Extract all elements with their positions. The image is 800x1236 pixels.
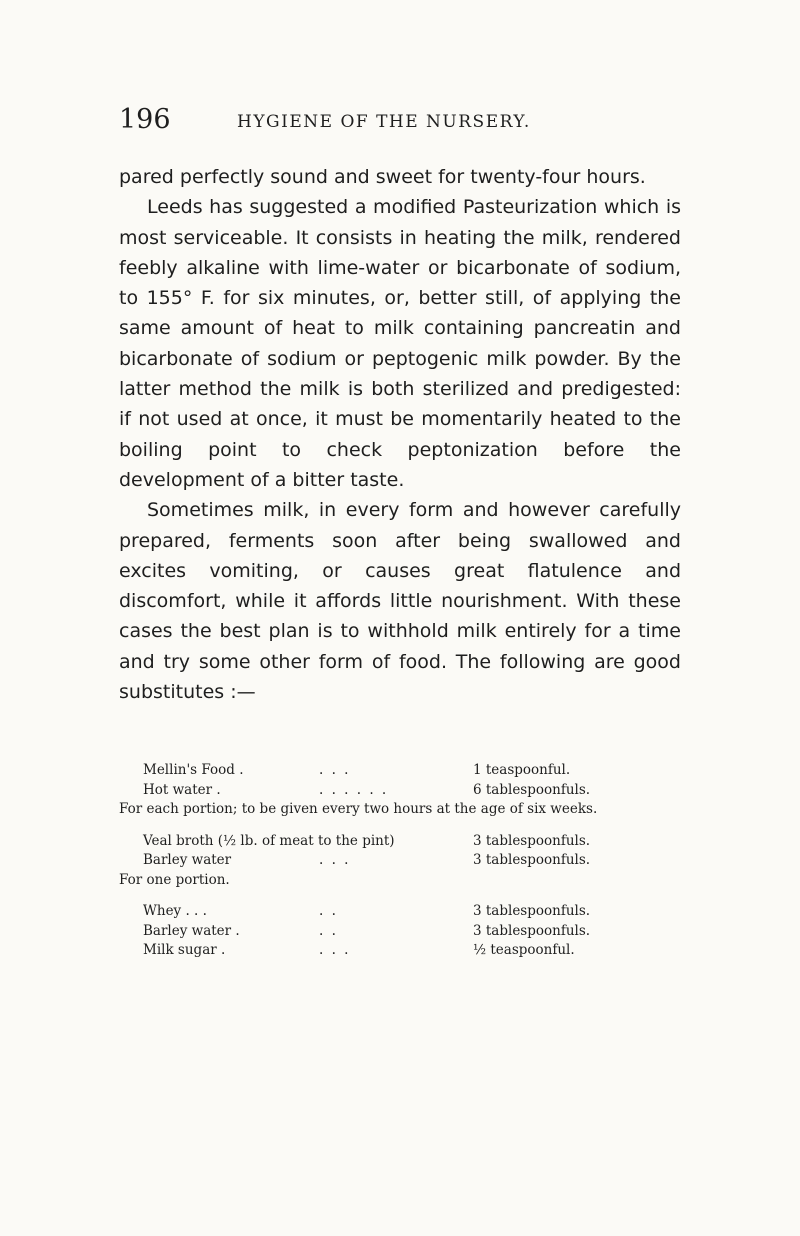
leader-dots: . . (319, 922, 338, 939)
recipe-row (119, 902, 681, 922)
recipe-list (119, 761, 681, 961)
quantity: 1 teaspoonful. (473, 762, 571, 778)
quantity: ½ teaspoonful. (473, 942, 575, 958)
recipe-row (119, 941, 681, 961)
leader-dots: . . . (319, 852, 351, 868)
recipe-row (119, 832, 681, 852)
paragraph-pasteurization: Leeds has suggested a modified Pasteurization which is most serviceable. It consists in heating the milk, rendered feebly alkaline with lime-water or bicarbonate of sodium, to 155° F. for six minutes, or, better still, of applying the same amount of heat to milk containing pancreatin and bicarbonate of sodium or peptogenic milk powder. By the latter method the milk is both sterilized and predigested: if not used at once, it must be momentarily heated to the boiling point to check peptonization before the development of a bitter taste. (119, 196, 681, 491)
recipe-row (119, 781, 681, 801)
leader-dots: . . . . . . (319, 781, 389, 798)
ingredient: Barley water . (143, 922, 240, 939)
leader-dots: . . . (319, 942, 351, 958)
quantity: 3 tablespoonfuls. (473, 903, 591, 919)
running-title: HYGIENE OF THE NURSERY. (237, 112, 531, 132)
ingredient: Whey . . . (143, 903, 207, 919)
quantity: 6 tablespoonfuls. (473, 781, 591, 798)
paragraph-continuation: pared perfectly sound and sweet for twenty-four hours. (119, 166, 646, 188)
leader-dots: . . . (319, 762, 351, 778)
recipe-block (119, 832, 681, 891)
recipe-block (119, 761, 681, 820)
page-number: 196 (119, 104, 171, 135)
recipe-row (119, 851, 681, 871)
ingredient: Milk sugar . (143, 942, 226, 958)
paragraph-substitutes: Sometimes milk, in every form and however carefully prepared, ferments soon after being swallowed and excites vomiting, or causes great flatulence and discomfort, while it affords little nourishment. With these cases the best plan is to withhold milk entirely for a time and try some other form of food. The following are good substitutes :— (119, 499, 681, 704)
leader-dots: . . (319, 903, 338, 919)
ingredient: Barley water (143, 852, 232, 868)
recipe-note: For each portion; to be given every two hours at the age of six weeks. (119, 801, 598, 817)
quantity: 3 tablespoonfuls. (473, 852, 591, 868)
quantity: 3 tablespoonfuls. (473, 832, 591, 849)
ingredient: Mellin's Food . (143, 762, 244, 778)
recipe-row (119, 761, 681, 781)
recipe-block (119, 902, 681, 961)
recipe-note: For one portion. (119, 871, 230, 888)
quantity: 3 tablespoonfuls. (473, 922, 591, 939)
ingredient: Hot water . (143, 781, 221, 798)
recipe-row (119, 922, 681, 942)
ingredient: Veal broth (½ lb. of meat to the pint) (143, 832, 395, 849)
running-header (119, 104, 679, 138)
body-text (119, 162, 681, 707)
